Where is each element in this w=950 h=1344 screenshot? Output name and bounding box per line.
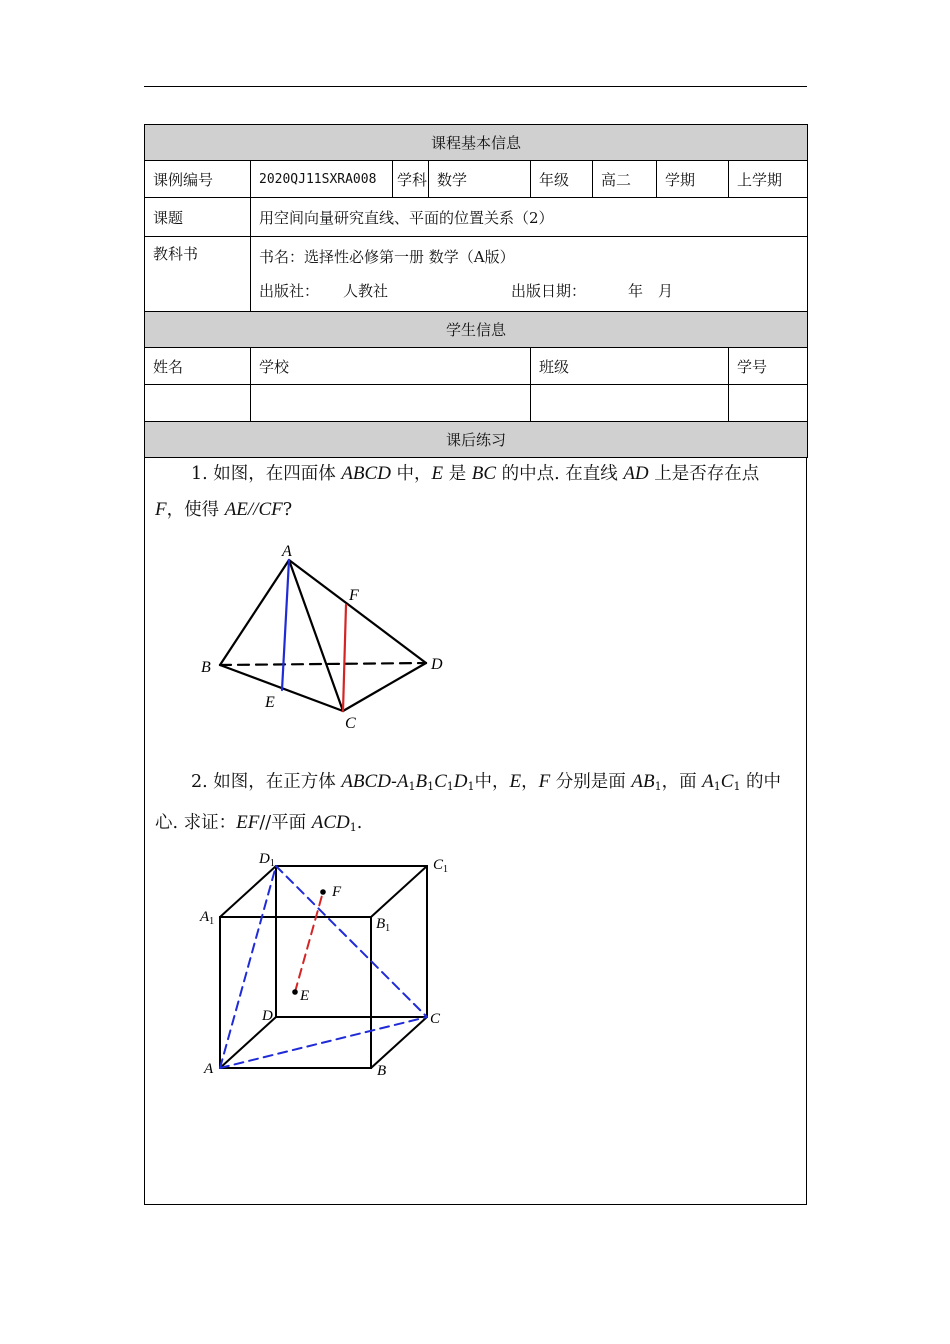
name-field[interactable] <box>145 385 251 422</box>
label-d: D <box>431 656 443 673</box>
publisher-value: 人教社 <box>343 282 389 300</box>
label-a: A <box>282 543 292 560</box>
term-value: 上学期 <box>729 161 808 198</box>
name-label: 姓名 <box>145 348 251 385</box>
point-e <box>292 989 298 995</box>
label-d-cube: D <box>262 1008 273 1024</box>
publisher-label: 出版社： <box>259 282 320 300</box>
publish-date-label: 出版日期： <box>511 282 587 300</box>
term-label: 学期 <box>657 161 729 198</box>
class-field[interactable] <box>531 385 729 422</box>
segment-ef <box>295 892 323 992</box>
school-field[interactable] <box>251 385 531 422</box>
info-table <box>144 124 808 458</box>
textbook-label: 教科书 <box>145 237 251 312</box>
diag-ac <box>220 1017 427 1068</box>
label-c1: $C_1$ <box>433 857 449 875</box>
subject-value: 数学 <box>429 161 531 198</box>
textbook-info <box>251 237 808 312</box>
subject-label: 学科 <box>393 161 429 198</box>
diag-d1c <box>276 866 427 1017</box>
point-f <box>320 889 326 895</box>
label-e: E <box>265 694 275 711</box>
label-c-cube: C <box>430 1011 441 1027</box>
edge-b1c1 <box>371 866 427 917</box>
label-a-cube: A <box>204 1061 214 1077</box>
grade-label: 年级 <box>531 161 593 198</box>
publisher-line <box>259 277 799 311</box>
topic-value: 用空间向量研究直线、平面的位置关系（2） <box>251 198 808 237</box>
course-id-label: 课例编号 <box>145 161 251 198</box>
year-label: 年 <box>628 282 644 300</box>
label-c: C <box>345 715 356 732</box>
student-number-field[interactable] <box>729 385 808 422</box>
cube-figure <box>145 458 806 1204</box>
book-name: 书名：选择性必修第一册 数学（A版） <box>259 248 515 266</box>
label-d1: $D_1$ <box>259 851 275 869</box>
label-e-cube: E <box>300 988 310 1004</box>
label-b: B <box>201 659 211 676</box>
question-2: 2. 如图，在正方体 ABCD-$A_1B_1C_1D_1$中，E，F 分别是面 $AB_1$，面 $A_1C_1$ 的中 心. 求证：EF//平面 $ACD_1$. <box>155 771 782 834</box>
edge-ad-cube <box>220 1017 276 1068</box>
label-f-cube: F <box>332 884 342 900</box>
exercise-area <box>144 458 807 1205</box>
course-id-value: 2020QJ11SXRA008 <box>251 161 393 198</box>
label-f: F <box>349 587 359 604</box>
school-label: 学校 <box>251 348 531 385</box>
month-label: 月 <box>658 282 674 300</box>
student-info-header: 学生信息 <box>145 312 808 348</box>
student-number-label: 学号 <box>729 348 808 385</box>
course-info-header: 课程基本信息 <box>145 125 808 161</box>
label-a1: $A_1$ <box>200 909 215 927</box>
edge-a1d1 <box>220 866 276 917</box>
grade-value: 高二 <box>593 161 657 198</box>
question-1: 1. 如图，在四面体 ABCD 中，E 是 BC 的中点. 在直线 AD 上是否存在点 F，使得 AE//CF? <box>155 463 760 520</box>
class-label: 班级 <box>531 348 729 385</box>
label-b1: $B_1$ <box>376 916 391 934</box>
label-b-cube: B <box>377 1063 387 1079</box>
lesson-sheet <box>144 124 807 1205</box>
header-rule <box>144 86 807 87</box>
exercise-header: 课后练习 <box>145 422 808 458</box>
topic-label: 课题 <box>145 198 251 237</box>
diag-ad1 <box>220 866 276 1068</box>
